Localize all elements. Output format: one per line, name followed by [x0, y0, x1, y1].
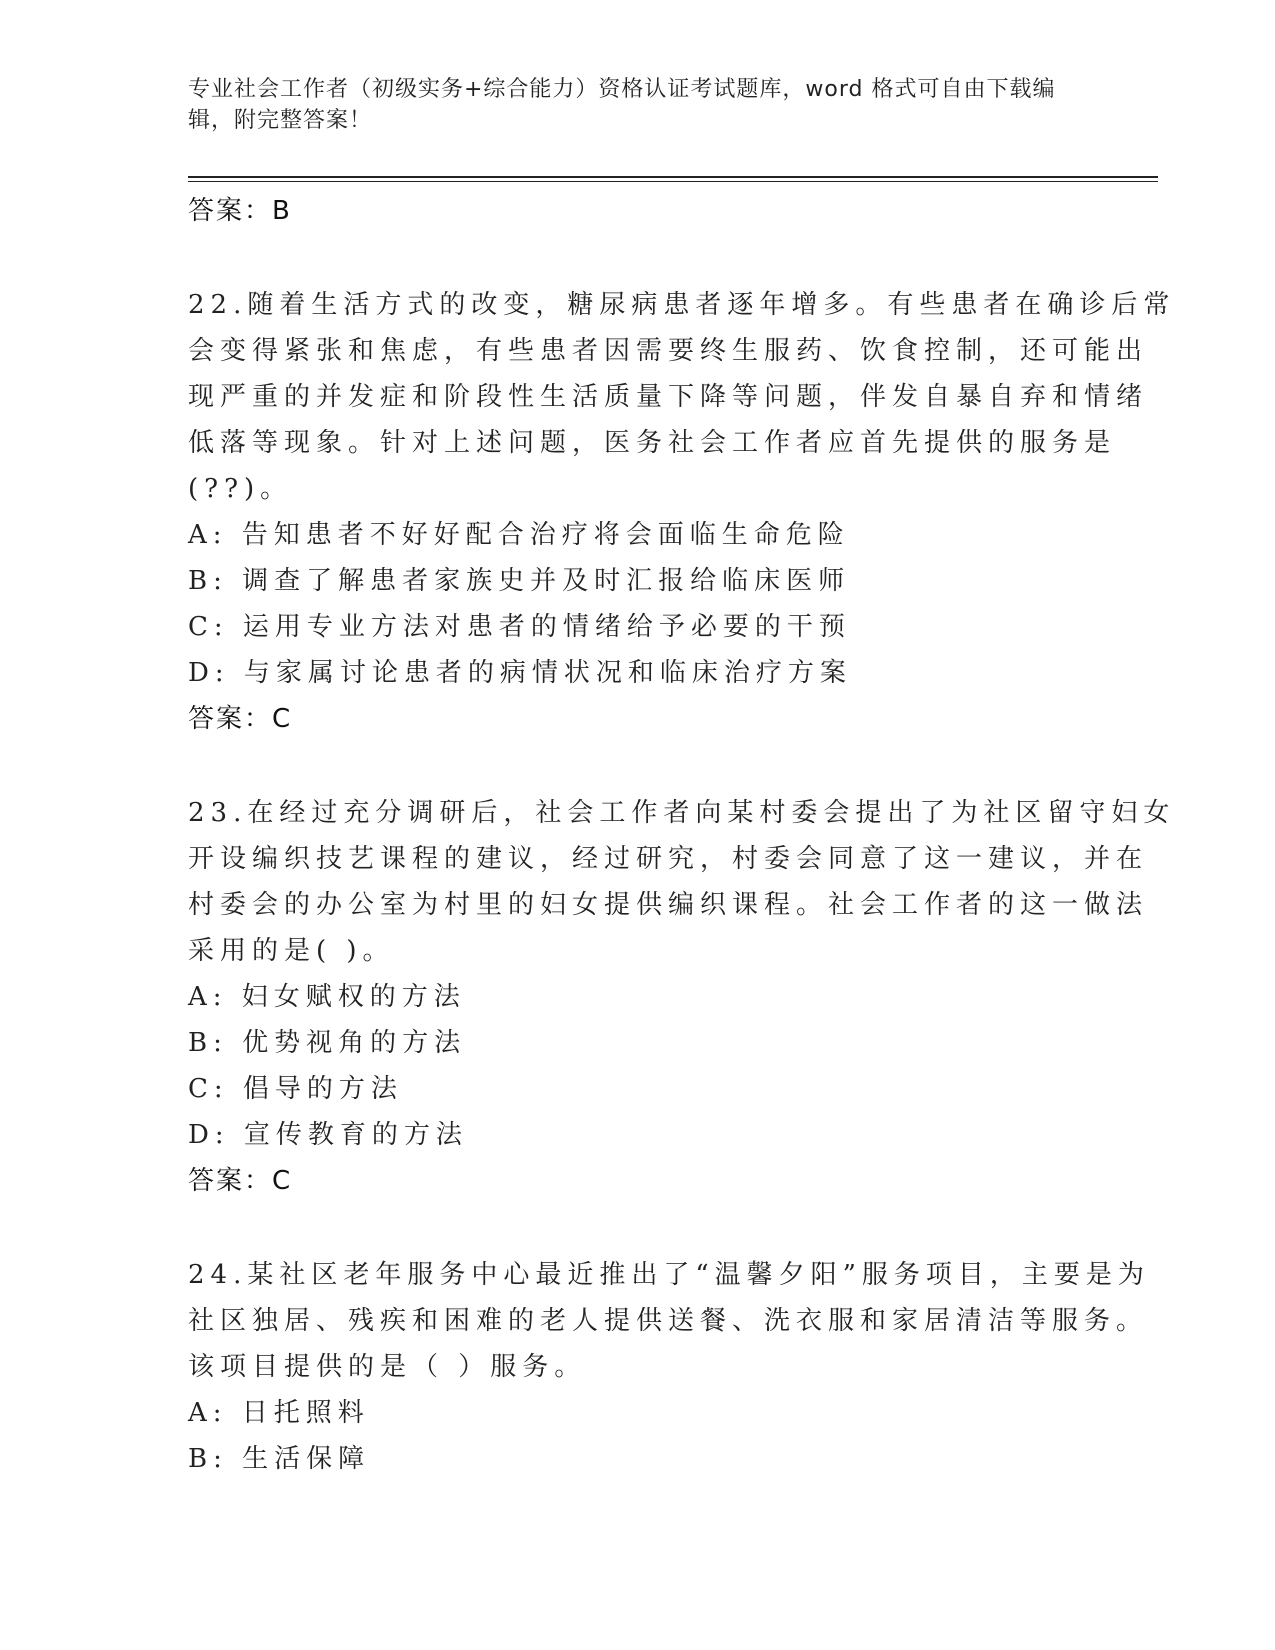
answer-line: 答案：C [188, 1166, 293, 1196]
question-text-line: (??)。 [188, 474, 293, 504]
question-text-line: 社区独居、残疾和困难的老人提供送餐、洗衣服和家居清洁等服务。 [188, 1306, 1149, 1336]
question-text-line: 村委会的办公室为村里的妇女提供编织课程。社会工作者的这一做法 [188, 890, 1149, 920]
block-spacer [188, 742, 1088, 790]
page-header: 专业社会工作者（初级实务+综合能力）资格认证考试题库，word 格式可自由下载编辑，附完整答案！ [188, 77, 1056, 133]
question-text-line: 现严重的并发症和阶段性生活质量下降等问题，伴发自暴自弃和情绪 [188, 382, 1149, 412]
question-text-line: 23.在经过充分调研后，社会工作者向某村委会提出了为社区留守妇女 [188, 798, 1176, 828]
header-rule-thin [188, 181, 1158, 182]
option-c: C: 倡导的方法 [188, 1074, 403, 1104]
block-spacer [188, 234, 1088, 282]
option-d: D: 宣传教育的方法 [188, 1120, 468, 1150]
option-b: B: 优势视角的方法 [188, 1028, 467, 1058]
answer-line: 答案：B [188, 196, 292, 226]
question-text-line: 会变得紧张和焦虑，有些患者因需要终生服药、饮食控制，还可能出 [188, 336, 1149, 366]
question-23 [188, 790, 1176, 1204]
answer-line: 答案：C [188, 704, 293, 734]
block-spacer [188, 1204, 1088, 1252]
question-text-line: 该项目提供的是（ ）服务。 [188, 1352, 587, 1382]
option-b: B: 生活保障 [188, 1444, 371, 1474]
option-a: A: 告知患者不好好配合治疗将会面临生命危险 [188, 520, 850, 550]
option-c: C: 运用专业方法对患者的情绪给予必要的干预 [188, 612, 851, 642]
question-text-line: 24.某社区老年服务中心最近推出了“温馨夕阳”服务项目，主要是为 [188, 1260, 1150, 1290]
document-body [188, 188, 1176, 1482]
header-rule-thick [188, 176, 1158, 178]
option-a: A: 日托照料 [188, 1398, 370, 1428]
question-text-line: 采用的是( )。 [188, 936, 395, 966]
option-b: B: 调查了解患者家族史并及时汇报给临床医师 [188, 566, 851, 596]
option-d: D: 与家属讨论患者的病情状况和临床治疗方案 [188, 658, 852, 688]
question-text-line: 低落等现象。针对上述问题，医务社会工作者应首先提供的服务是 [188, 428, 1117, 458]
question-text-line: 22.随着生活方式的改变，糖尿病患者逐年增多。有些患者在确诊后常 [188, 290, 1176, 320]
option-a: A: 妇女赋权的方法 [188, 982, 466, 1012]
question-text-line: 开设编织技艺课程的建议，经过研究，村委会同意了这一建议，并在 [188, 844, 1149, 874]
question-22 [188, 282, 1176, 742]
question-24 [188, 1252, 1150, 1482]
